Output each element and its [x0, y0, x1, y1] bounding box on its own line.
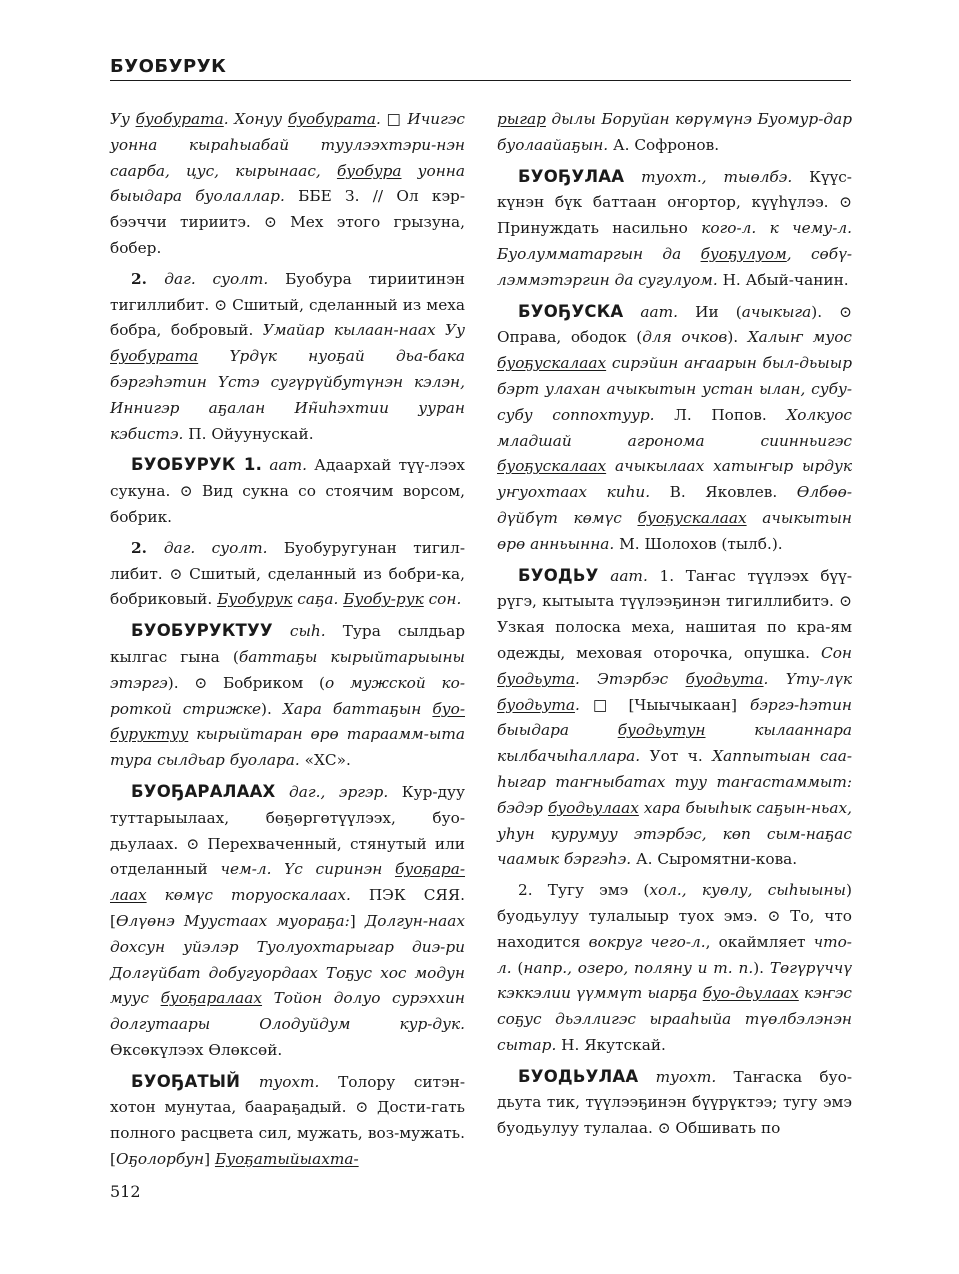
entry-buogaralaah: БУОҔАРАЛААХ даг., эргэр. Кур-дуу туттарыылаах, бөҕөргөтүүлээх, буо-дьулаах. ⊙ Перехваченный, стянутый или отделанный чем-л. Үс сиринэн буоҕара-лаах көмүс торуоскалаах. ПЭК СЯЯ. [Өлүөнэ Муустаах муораҕа:] Долгун-наах дохсун уйэлэр Туолуохтарыгар диэ-ри Долгүйбат добугуордаах Тоҕус хос модун муус буоҕаралаах Тойон долуо сурэххин долгутаары Олодуйдум кур-дук. Өксөкүлээх Өлөксөй.: [110, 781, 465, 1059]
entry-buoburuk: БУОБУРУК 1. аат. Адаархай түү-лээх сукуна. ⊙ Вид сукна со стоячим ворсом, бобрик.: [110, 455, 465, 526]
entry-buoburuktuu: БУОБУРУКТУУ сыһ. Тура сылдьар кылгас гына (баттаҕы кырыйтарыыны этэргэ). ⊙ Бобриком (о мужской ко-роткой стрижке). Хара баттаҕын буо-буруктуу кырыйтаран өрө тараамм-ыта тура сылдьар буолара. «ХС».: [110, 621, 465, 770]
headword: БУОҔУСКА: [518, 301, 624, 321]
headword: БУОҔАТЫЙ: [131, 1071, 241, 1091]
header-rule: [110, 80, 851, 81]
entry-buoguska: БУОҔУСКА аат. Ии (ачыкыга). ⊙ Оправа, ободок (для очков). Халыҥ муос буоҕускалаах сирэйин аҥаарын был-дьыыр бэрт улахан ачыкытын устан ылан, субу-субу соппохтуур. Л. Попов. Холкуос младшай агронома сиинньигэс буоҕускалаах ачыкылаах хатыҥыр ырдук уҥуохтаах киһи. В. Яковлев. Өлбөө-дүйбүт көмүс буоҕускалаах ачыкытын өрө анньынна. М. Шолохов (тылб.).: [497, 301, 853, 553]
headword: БУОҔАРАЛААХ: [131, 781, 276, 801]
running-title: БУОБУРУК: [110, 56, 227, 77]
entry-buogatyi: БУОҔАТЫЙ туохт. Толору ситэн-хотон мунутаа, баараҕадый. ⊙ Дости-гать полного расцвета сил, мужать, воз-мужать. [Оҕолорбун] Буоҕатыйыахта-: [110, 1071, 466, 1169]
headword: БУОДЬУ: [518, 565, 599, 585]
headword: БУОБУРУК 1.: [131, 455, 263, 475]
entry-continuation: Уу буобурата. Хонуу буобурата. □ Ичигэс уонна кыраһыабай туулээхтэри-нэн саарба, цус, кырынаас, буобура уонна быыдара буолаллар. ББЕ З. // Ол кэр-бээччи тириитэ. ⊙ Мех этого грызуна, бобер.: [110, 110, 466, 257]
headword: БУОБУРУКТУУ: [131, 621, 273, 641]
entry-buodyulaa: БУОДЬУЛАА туохт. Таҥаска буо-дьута тик, түүлээҕинэн бүүрүктээ; тугу эмэ буодьулуу тулалаа. ⊙ Обшивать по: [497, 1066, 852, 1138]
left-column: [110, 107, 465, 1178]
entry-sense-2: 2. Тугу эмэ (хол., куөлу, сыһыыны) буодьулуу тулалыыр туох эмэ. ⊙ То, что находится вокруг чего-л., окаймляет что-л. (напр., озеро, поляну и т. п.). Төгүрүччү кэккэлии үүммүт ыарҕа буо-дьулаах кэҥэс соҕус дьэллигэс ырааһыйа түөлбэлэнэн сытар. Н. Якутскай.: [497, 881, 852, 1054]
right-column: [497, 107, 852, 1147]
entry-sense-2: 2. даг. суолт. Буобуругунан тигил-либит. ⊙ Сшитый, сделанный из бобри-ка, бобриковый. Буобурук саҕа. Буобу-рук сон.: [110, 538, 466, 609]
page-number: 512: [110, 1182, 141, 1201]
entry-continuation: рыгар дылы Боруйан көрүмүнэ Буомур-дар буолаайаҕын. А. Софронов.: [497, 110, 852, 154]
headword: БУОДЬУЛАА: [518, 1066, 639, 1086]
entry-buogulaa: БУОҔУЛАА туохт., тыөлбэ. Күүс-күнэн бүк баттаан оҥортор, күүһүлээ. ⊙ Принуждать насильно кого-л. к чему-л. Буолумматаргын да буоҕулуом, сөбү-лэммэтэргин да сугулуом. Н. Абый-чанин.: [497, 166, 852, 289]
headword: БУОҔУЛАА: [518, 166, 625, 186]
entry-buodyu: БУОДЬУ аат. 1. Таҥас түүлээх бүү-рүгэ, кытыыта түүлээҕинэн тигиллибитэ. ⊙ Узкая полоска меха, нашитая по кра-ям одежды, меховая оторочка, опушка. Сон буодьута. Этэрбэс буодьута. Үту-лүк буодьута. □ [Чыычыкаан] бэргэ-һэтин быыдара буодьутун кылааннара кылбачыһаллара. Уот ч. Хаппытыан саа-һыгар таҥныбатах туу таҥастаммыт: бэдэр буодьулаах хара быыһык саҕын-ньах, уһун курумуу этэрбэс, көп сым-наҕас чаамык бэргэһэ. А. Сыромятни-кова.: [497, 565, 853, 869]
entry-sense-2: 2. даг. суолт. Буобура тириитинэн тигиллибит. ⊙ Сшитый, сделанный из меха бобра, бобровый. Умайар кылаан-наах Уу буобурата Үрдүк нуоҕай дьа-бака бэргэһэтин Үстэ сугүрүйбутүнэн кэлэн, Иннигэр аҕалан Ин̃иһэхтии ууран кэбистэ. П. Ойуунускай.: [110, 269, 466, 443]
